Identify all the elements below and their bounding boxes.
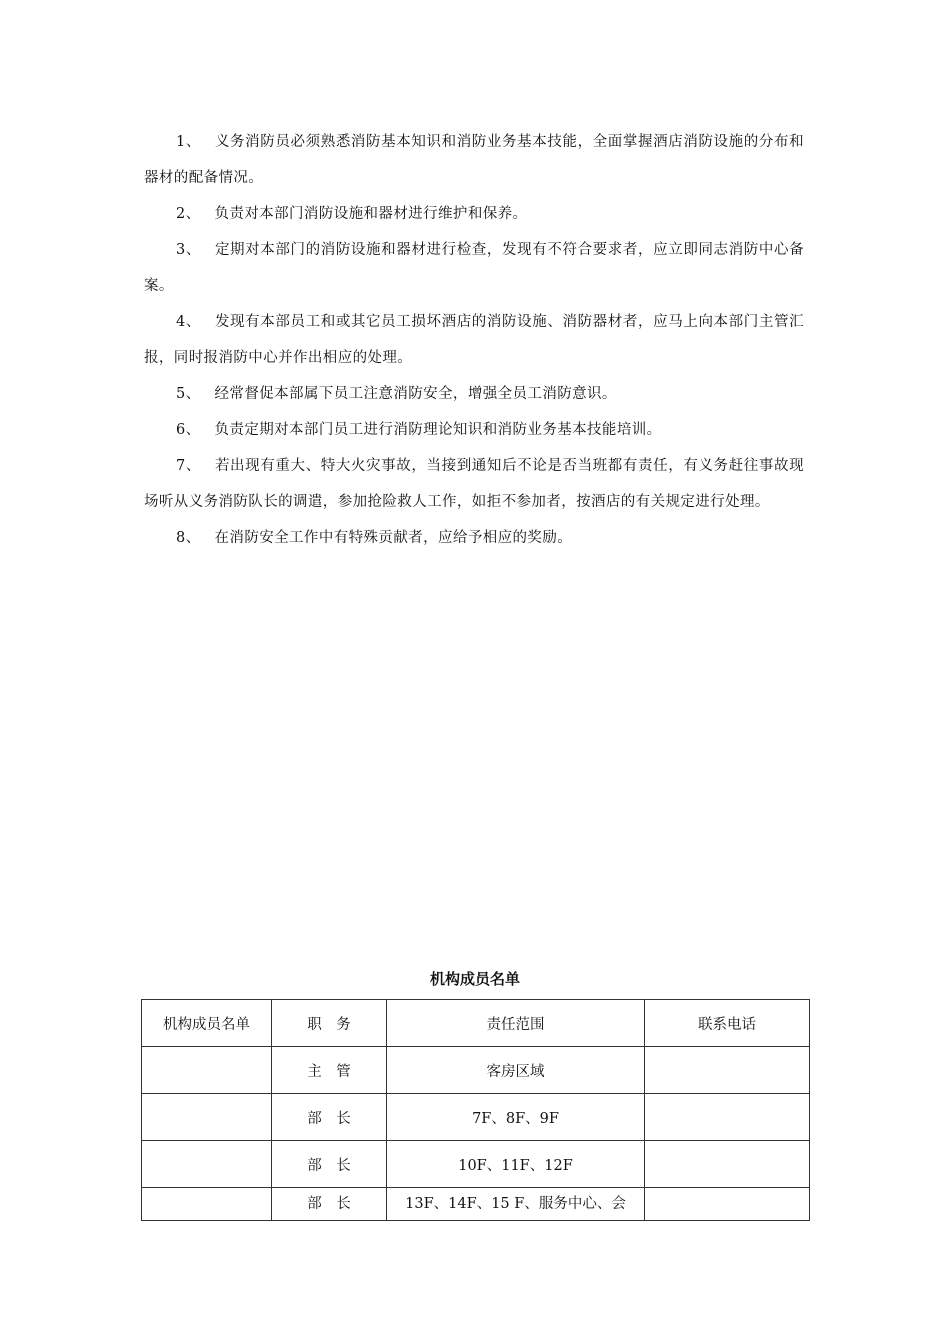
rule-text: 若出现有重大、特大火灾事故，当接到通知后不论是否当班都有责任，有义务赶往事故现场听从义务消防队长的调遣，参加抢险救人工作，如拒不参加者，按酒店的有关规定进行处理。 bbox=[144, 458, 804, 510]
cell-position: 部 长 bbox=[272, 1141, 387, 1188]
cell-scope: 7F、8F、9F bbox=[387, 1094, 645, 1141]
table-row bbox=[142, 1188, 810, 1221]
cell-phone bbox=[645, 1188, 810, 1221]
rule-text: 义务消防员必须熟悉消防基本知识和消防业务基本技能，全面掌握酒店消防设施的分布和器材的配备情况。 bbox=[144, 134, 804, 186]
table-row bbox=[142, 1047, 810, 1094]
cell-scope: 10F、11F、12F bbox=[387, 1141, 645, 1188]
rule-item bbox=[144, 304, 804, 376]
rule-item bbox=[144, 232, 804, 304]
rule-number: 3、 bbox=[176, 242, 201, 258]
rule-number: 1、 bbox=[176, 134, 201, 150]
rule-item bbox=[144, 376, 804, 412]
members-table bbox=[141, 999, 810, 1221]
rule-item bbox=[144, 520, 804, 556]
rule-number: 4、 bbox=[176, 314, 201, 330]
header-member: 机构成员名单 bbox=[142, 1000, 272, 1047]
rule-text: 在消防安全工作中有特殊贡献者，应给予相应的奖励。 bbox=[214, 530, 573, 546]
header-scope: 责任范围 bbox=[387, 1000, 645, 1047]
duty-rules-list bbox=[144, 124, 804, 556]
cell-member bbox=[142, 1188, 272, 1221]
cell-phone bbox=[645, 1141, 810, 1188]
table-row bbox=[142, 1141, 810, 1188]
rule-text: 经常督促本部属下员工注意消防安全，增强全员工消防意识。 bbox=[214, 386, 617, 402]
cell-scope: 13F、14F、15 F、服务中心、会 bbox=[387, 1188, 645, 1221]
cell-member bbox=[142, 1094, 272, 1141]
cell-scope: 客房区域 bbox=[387, 1047, 645, 1094]
cell-position: 部 长 bbox=[272, 1094, 387, 1141]
table-row bbox=[142, 1094, 810, 1141]
rule-number: 2、 bbox=[176, 206, 201, 222]
rule-text: 定期对本部门的消防设施和器材进行检查，发现有不符合要求者，应立即同志消防中心备案。 bbox=[144, 242, 804, 294]
cell-member bbox=[142, 1141, 272, 1188]
rule-item bbox=[144, 412, 804, 448]
rule-item bbox=[144, 448, 804, 520]
rule-text: 发现有本部员工和或其它员工损坏酒店的消防设施、消防器材者，应马上向本部门主管汇报，同时报消防中心并作出相应的处理。 bbox=[144, 314, 804, 366]
table-title: 机构成员名单 bbox=[429, 970, 520, 988]
header-phone: 联系电话 bbox=[645, 1000, 810, 1047]
rule-number: 5、 bbox=[176, 386, 201, 402]
rule-text: 负责对本部门消防设施和器材进行维护和保养。 bbox=[214, 206, 528, 222]
rule-number: 8、 bbox=[176, 530, 201, 546]
cell-position: 主 管 bbox=[272, 1047, 387, 1094]
cell-phone bbox=[645, 1094, 810, 1141]
cell-member bbox=[142, 1047, 272, 1094]
header-position: 职 务 bbox=[272, 1000, 387, 1047]
rule-number: 6、 bbox=[176, 422, 201, 438]
rule-text: 负责定期对本部门员工进行消防理论知识和消防业务基本技能培训。 bbox=[214, 422, 662, 438]
table-header-row bbox=[142, 1000, 810, 1047]
cell-phone bbox=[645, 1047, 810, 1094]
cell-position: 部 长 bbox=[272, 1188, 387, 1221]
rule-item bbox=[144, 196, 804, 232]
rule-number: 7、 bbox=[176, 458, 201, 474]
rule-item bbox=[144, 124, 804, 196]
